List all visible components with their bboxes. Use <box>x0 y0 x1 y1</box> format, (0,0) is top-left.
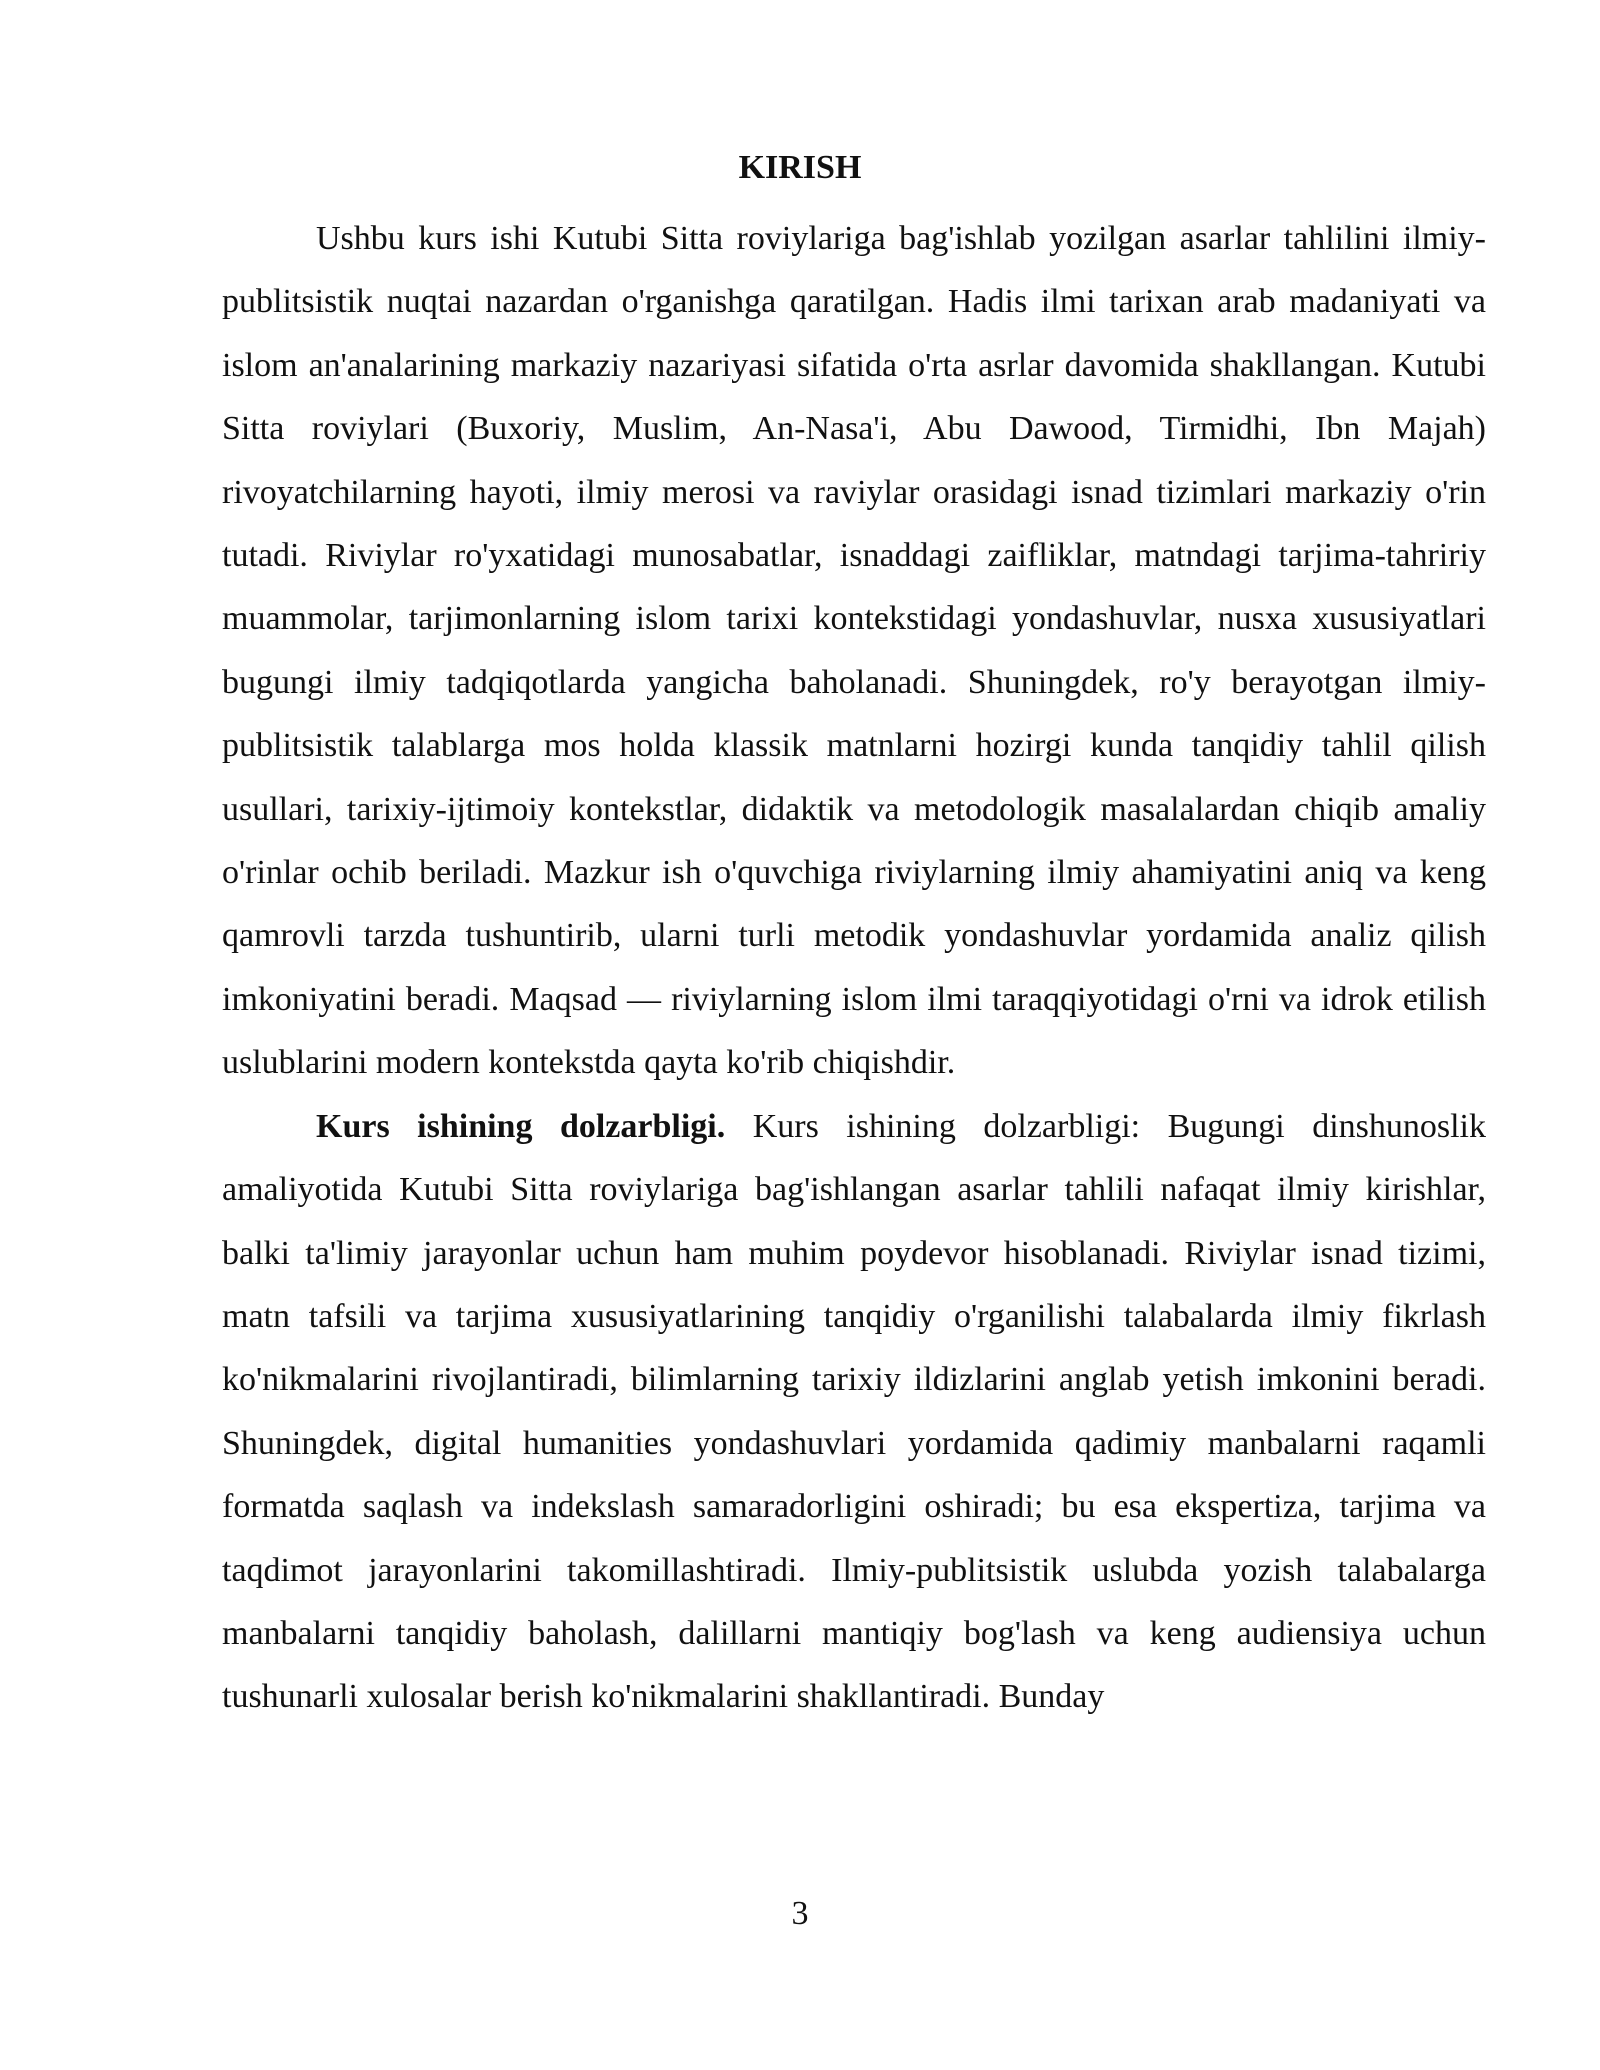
page-heading: KIRISH <box>738 149 862 186</box>
paragraph-lead-bold: Kurs ishining dolzarbligi. <box>316 1107 726 1145</box>
page-number: 3 <box>791 1895 809 1932</box>
body-text <box>222 207 1486 1729</box>
paragraph-introduction <box>222 207 1486 1095</box>
paragraph-text: Ushbu kurs ishi Kutubi Sitta roviylariga bag'ishlab yozilgan asarlar tahlilini ilmiy-publitsistik nuqtai nazardan o'rganishga qaratilgan. Hadis ilmi tarixan arab madaniyati va islom an'analarining markaziy nazariyasi sifatida o'rta asrlar davomida shakllangan. Kutubi Sitta roviylari (Buxoriy, Muslim, An-Nasa'i, Abu Dawood, Tirmidhi, Ibn Majah) rivoyatchilarning hayoti, ilmiy merosi va raviylar orasidagi isnad tizimlari markaziy o'rin tutadi. Riviylar ro'yxatidagi munosabatlar, isnaddagi zaifliklar, matndagi tarjima-tahririy muammolar, tarjimonlarning islom tarixi kontekstidagi yondashuvlar, nusxa xususiyatlari bugungi ilmiy tadqiqotlarda yangicha baholanadi. Shuningdek, ro'y berayotgan ilmiy-publitsistik talablarga mos holda klassik matnlarni hozirgi kunda tanqidiy tahlil qilish usullari, tarixiy-ijtimoiy kontekstlar, didaktik va metodologik masalalardan chiqib amaliy o'rinlar ochib beriladi. Mazkur ish o'quvchiga riviylarning ilmiy ahamiyatini aniq va keng qamrovli tarzda tushuntirib, ularni turli metodik yondashuvlar yordamida analiz qilish imkoniyatini beradi. Maqsad — riviylarning islom ilmi taraqqiyotidagi o'rni va idrok etilish uslublarini modern kontekstda qayta ko'rib chiqishdir. <box>222 220 1486 1082</box>
paragraph-relevance <box>222 1095 1486 1729</box>
paragraph-text: Kurs ishining dolzarbligi: Bugungi dinshunoslik amaliyotida Kutubi Sitta roviylariga bag'ishlangan asarlar tahlili nafaqat ilmiy kirishlar, balki ta'limiy jarayonlar uchun ham muhim poydevor hisoblanadi. Riviylar isnad tizimi, matn tafsili va tarjima xususiyatlarining tanqidiy o'rganilishi talabalarda ilmiy fikrlash ko'nikmalarini rivojlantiradi, bilimlarning tarixiy ildizlarini anglab yetish imkonini beradi. Shuningdek, digital humanities yondashuvlari yordamida qadimiy manbalarni raqamli formatda saqlash va indekslash samaradorligini oshiradi; bu esa ekspertiza, tarjima va taqdimot jarayonlarini takomillashtiradi. Ilmiy-publitsistik uslubda yozish talabalarga manbalarni tanqidiy baholash, dalillarni mantiqiy bog'lash va keng audiensiya uchun tushunarli xulosalar berish ko'nikmalarini shakllantiradi. Bunday <box>222 1107 1486 1716</box>
